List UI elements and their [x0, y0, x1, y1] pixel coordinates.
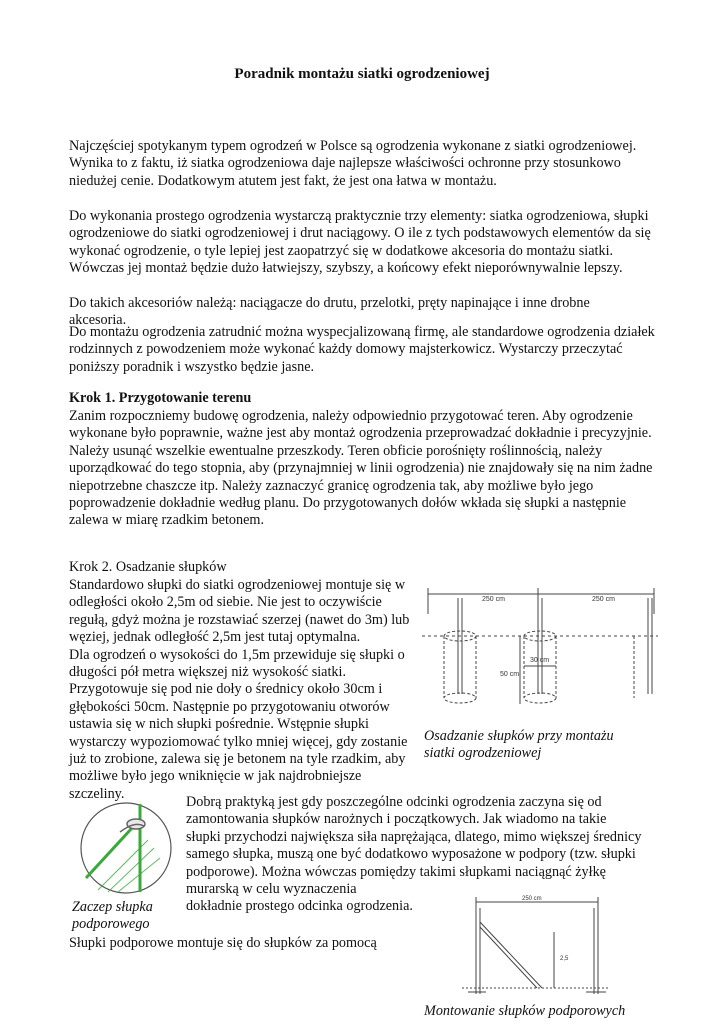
post-spacing-diagram [422, 584, 658, 714]
step2-line: głębokości 50cm. Następnie po przygotowaniu otworów [69, 698, 390, 715]
figure2-caption-line2: podporowego [72, 916, 150, 933]
support-line: podporowe). Można wówczas pomiędzy takimi słupkami naciągnąć żyłkę [186, 863, 606, 880]
support-line: słupki przychodzi największa siła naprężająca, dlatego, mimo większej średnicy [186, 828, 642, 845]
step2-line: odległości około 2,5m od siebie. Nie jest to oczywiście [69, 594, 382, 611]
step2-line: możliwe było jego wniknięcie w jak najdrobniejsze [69, 768, 362, 785]
support-line: Dobrą praktyką jest gdy poszczególne odcinki ogrodzenia zaczyna się od [186, 794, 602, 810]
intro-paragraph-2: Do wykonania prostego ogrodzenia wystarczą praktycznie trzy elementy: siatka ogrodzeniowa, słupki ogrodzeniowe do siatki ogrodzeniowej i drut naciągowy. O ile z tych podstawowych elementów da się wykonać ogrodzenie, o tyle lepiej jest zaopatrzyć się w dodatkowe akcesoria do montażu siatki. Wówczas jej montaż będzie dużo łatwiejszy, szybszy, a końcowy efekt nieporównywalnie lepszy. [69, 208, 651, 277]
figure2-caption-line1: Zaczep słupka [72, 899, 153, 915]
step2-line: ustawia się w nich słupki pośrednie. Wstępnie słupki [69, 716, 369, 733]
step2-line: szczeliny. [69, 785, 125, 802]
intro-paragraph-3: Do takich akcesoriów należą: naciągacze do drutu, przelotki, pręty napinające i inne drobne akcesoria. [69, 295, 590, 329]
figure1-caption-line2: siatki ogrodzeniowej [424, 745, 542, 762]
span-left-label: 250 cm [482, 596, 505, 603]
span-right-label: 250 cm [592, 596, 615, 603]
step2-text [69, 577, 409, 803]
step2-line: regułą, gdyż można je rozstawiać szerzej (nawet do 3m) lub [69, 611, 410, 628]
document-title: Poradnik montażu siatki ogrodzeniowej [234, 66, 490, 82]
step1-heading: Krok 1. Przygotowanie terenu [69, 390, 252, 406]
final-line: Słupki podporowe montuje się do słupków za pomocą [69, 935, 377, 951]
step2-line: Standardowo słupki do siatki ogrodzeniowej montuje się w [69, 577, 406, 593]
figure2-caption [72, 899, 153, 934]
step2-line: długości pół metra większej niż wysokość siatki. [69, 664, 346, 681]
span-label: 250 cm [522, 896, 542, 902]
depth-label: 50 cm [500, 671, 520, 678]
step1-text: Zanim rozpoczniemy budowę ogrodzenia, należy odpowiednio przygotować teren. Aby ogrodzenie wykonane było poprawnie, ważne jest aby montaż ogrodzenia przeprowadzać dokładnie i precyzyjnie. Należy usunąć wszelkie ewentualne przeszkody. Teren obficie porośnięty roślinnością, należy uporządkować do tego stopnia, aby (przynajmniej w linii ogrodzenia) nie znajdowały się na nim żadne niepotrzebne chaszcze itp. Należy zaznaczyć granicę ogrodzenia tak, aby możliwe było jego poprowadzenie dokładnie według planu. Do przygotowanych dołów wkłada się słupki a następnie zalewa w miarę rzadkim betonem. [69, 408, 653, 529]
step2-line: już to zrobione, zalewa się je betonem na tyle rzadkim, aby [69, 751, 406, 768]
figure1-caption-line1: Osadzanie słupków przy montażu [424, 728, 614, 744]
figure1-caption [424, 728, 614, 763]
height-label: 2,5 [560, 956, 569, 962]
step2-line: wystarczy wypoziomować tylko mniej więcej, gdy zostanie [69, 733, 408, 750]
intro-paragraph-1: Najczęściej spotykanym typem ogrodzeń w Polsce są ogrodzenia wykonane z siatki ogrodzeniowej. Wynika to z faktu, iż siatka ogrodzeniowa daje najlepsze właściwości ochronne przy stosunkowo niedużej cenie. Dodatkowym atutem jest fakt, że jest ona łatwa w montażu. [69, 138, 637, 189]
step2-line: Dla ogrodzeń o wysokości do 1,5m przewiduje się słupki o [69, 646, 405, 663]
diameter-label: 30 cm [530, 657, 550, 664]
step2-line: węziej, jednak odległość 2,5m jest tutaj optymalna. [69, 629, 361, 646]
support-line: samego słupka, muszą one być dodatkowo wyposażone w podpory (tzw. słupki [186, 846, 636, 863]
figure3-caption: Montowanie słupków podporowych [424, 1003, 626, 1019]
step2-heading: Krok 2. Osadzanie słupków [69, 559, 227, 575]
intro-paragraph-4: Do montażu ogrodzenia zatrudnić można wyspecjalizowaną firmę, ale standardowe ogrodzenia działek rodzinnych z powodzeniem może wykonać każdy domowy majsterkowicz. Wystarczy przeczytać poniższy poradnik i wszystko będzie jasne. [69, 324, 655, 375]
support-post-diagram [462, 892, 610, 1000]
support-line: murarską w celu wyznaczenia [186, 881, 357, 898]
support-line: zamontowania słupków narożnych i początkowych. Jak wiadomo na takie [186, 811, 607, 828]
brace-clamp-illustration [78, 800, 174, 896]
support-line: dokładnie prostego odcinka ogrodzenia. [186, 898, 413, 915]
step2-line: Przygotowuje się pod nie doły o średnicy około 30cm i [69, 681, 383, 698]
